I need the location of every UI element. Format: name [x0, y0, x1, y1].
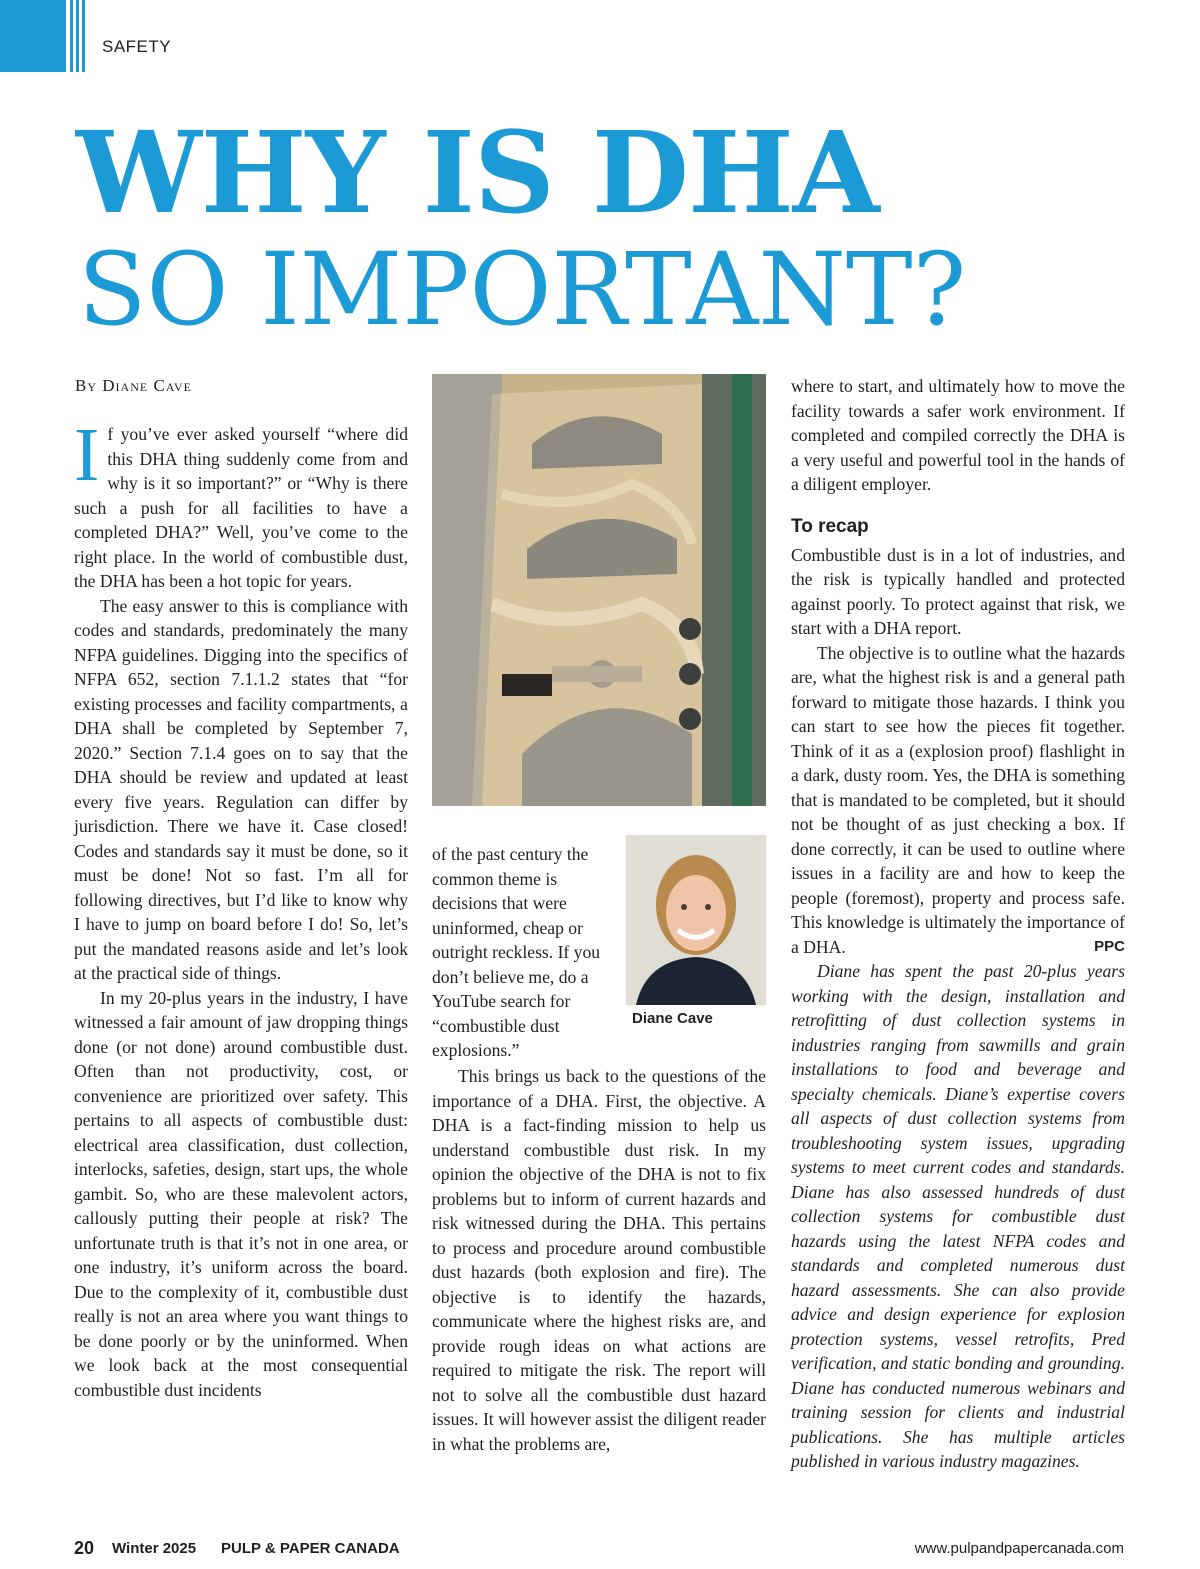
column-2-bottom	[432, 1064, 766, 1456]
paragraph: where to start, and ultimately how to move the facility towards a safer work environment. If completed and compiled correctly the DHA is a very useful and powerful tool in the hands of a diligent employer.	[791, 376, 1125, 494]
paragraph: In my 20-plus years in the industry, I have witnessed a fair amount of jaw dropping things done (or not done) around combustible dust. Often than not productivity, cost, or convenience are prioritized over safety. This pertains to all aspects of combustible dust: electrical area classification, dust collection, interlocks, safeties, design, start ups, the whole gambit. So, who are these malevolent actors, callously putting their people at risk? The unfortunate truth is that it’s not in one area, or one industry, it’s uniform across the board. Due to the complexity of it, combustible dust really is not an area where you want things to be done poorly or by the uninformed. When we look back at the most consequential combustible dust incidents	[74, 987, 408, 1400]
author-portrait-illustration	[626, 835, 766, 1005]
column-1	[74, 413, 408, 1402]
portrait-caption: Diane Cave	[632, 1010, 713, 1027]
page-number: 20	[74, 1538, 95, 1558]
end-mark: PPC	[1094, 937, 1125, 955]
section-tab-block	[0, 0, 66, 72]
paragraph: Combustible dust is in a lot of industries, and the risk is typically handled and protected against poorly. To protect against that risk, we start with a DHA report.	[791, 544, 1125, 638]
author-portrait	[626, 835, 766, 1005]
paragraph-text: f you’ve ever asked yourself “where did this DHA thing suddenly come from and why is it so important?” or “Why is there such a push for all facilities to have a completed DHA?” Well, you’ve come to the right place. In the world of combustible dust, the DHA has been a hot topic for years.	[74, 424, 408, 591]
issue-date: Winter 2025	[112, 1540, 197, 1557]
dust-machinery-illustration	[432, 374, 766, 806]
paragraph: of the past century the common theme is decisions that were uninformed, cheap or outright reckless. If you don’t believe me, do a YouTube search for “combustible dust explosions.”	[432, 844, 601, 1060]
website-link[interactable]: www.pulpandpapercanada.com	[914, 1540, 1124, 1557]
paragraph	[791, 641, 1125, 960]
drop-cap: I	[74, 413, 100, 497]
section-tab-stripe	[76, 0, 79, 72]
paragraph: This brings us back to the questions of the importance of a DHA. First, the objective. A DHA is a fact-finding mission to help us understand combustible dust risk. In my opinion the objective of the DHA is not to fix problems but to inform of current hazards and risk witnessed during the DHA. This pertains to process and procedure around combustible dust hazards (both explosion and fire). The objective is to identify the hazards, communicate where the highest risks are, and provide rough ideas on what actions are required to mitigate the risk. The report will not to solve all the combustible dust hazard issues. It will however assist the diligent reader in what the problems are,	[432, 1066, 766, 1454]
dust-machinery-photo	[432, 374, 766, 806]
column-3	[791, 374, 1125, 1474]
headline-line-1: WHY IS DHA	[76, 108, 879, 239]
author-bio: Diane has spent the past 20-plus years working with the design, installation and retrofitting of dust collection systems in industries ranging from sawmills and grain installations to food and beverage and specialty chemicals. Diane’s expertise covers all aspects of dust collection systems from troubleshooting system issues, upgrading systems to meet current codes and standards. Diane has also assessed hundreds of dust collection systems for combustible dust hazards using the latest NFPA codes and standards and completed numerous dust hazard assessments. She can also provide advice and design experience for explosion protection systems, vessel retrofits, Pred verification, and static bonding and grounding. Diane has conducted numerous webinars and training session for clients and industrial publications. She has multiple articles published in various industry magazines.	[791, 961, 1125, 1471]
paragraph	[74, 413, 408, 594]
paragraph-text: The objective is to outline what the hazards are, what the highest risk is and a general path forward to mitigate those hazards. I think you can start to see how the pieces fit together. Think of it as a (explosion proof) flashlight in a dark, dusty room. Yes, the DHA is something that is mandated to be completed, but it should not be thought of as just checking a box. If done correctly, it can be used to outline where issues in a facility are and how to keep the people (foremost), property and process safe. This knowledge is ultimately the importance of a DHA.	[791, 642, 1125, 957]
publication-name: PULP & PAPER CANADA	[221, 1540, 400, 1557]
section-tab-stripe	[70, 0, 73, 72]
subheading: To recap	[791, 515, 869, 537]
byline: By Diane Cave	[75, 376, 192, 395]
column-2-top	[432, 842, 612, 1063]
headline-line-2: SO IMPORTANT?	[78, 231, 967, 348]
paragraph: The easy answer to this is compliance with codes and standards, predominately the many NFPA guidelines. Digging into the specifics of NFPA 652, section 7.1.1.2 states that “for existing processes and facility compartments, a DHA shall be completed by September 7, 2020.” Section 7.1.4 goes on to say that the DHA should be review and updated at least every five years. Regulation can differ by jurisdiction. There we have it. Case closed! Codes and standards say it must be done, so it must be done! Not so fast. I’m all for following directives, but I’d like to know why I have to jump on board before I do! So, let’s put the mandated reasons aside and let’s look at the practical side of things.	[74, 595, 408, 983]
section-tab-stripe	[82, 0, 85, 72]
section-label: SAFETY	[102, 37, 172, 56]
